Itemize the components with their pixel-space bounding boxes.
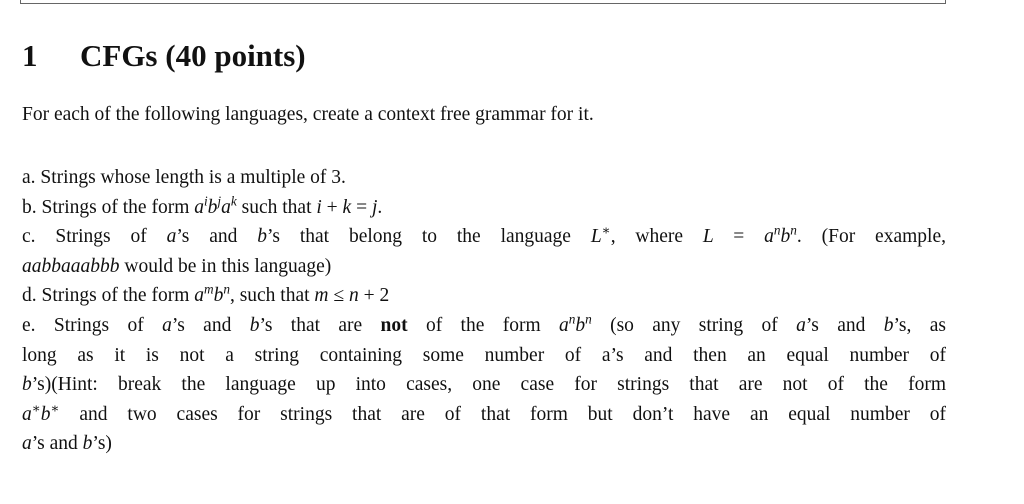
item-c-line-2: aabbaaabbb would be in this language) — [22, 255, 332, 277]
section-heading — [22, 38, 306, 74]
item-e-line-5: a’s and b’s) — [22, 433, 112, 455]
section-title: CFGs (40 points) — [80, 38, 306, 73]
top-rule — [20, 0, 946, 4]
math-expression: L∗ — [590, 222, 611, 248]
problem-list — [22, 163, 946, 459]
item-e-line-2: long as it is not a string containing some number of a’s and then an equal number of — [22, 344, 946, 366]
math-expression: i + k = j — [316, 196, 378, 218]
math-expression: $a^mb^n$ — [194, 282, 230, 307]
item-b: b. Strings of the form $a^ib^ja^k$ such that i + k = j. — [22, 193, 383, 218]
math-expression: $a^ib^ja^k$ — [194, 193, 237, 218]
math-expression: $a^nb^n$ — [558, 311, 592, 336]
item-e-line-3: b’s)(Hint: break the language up into cases, one case for strings that are not of the form — [22, 374, 946, 396]
item-d: d. Strings of the form $a^mb^n$, such that m ≤ n + 2 — [22, 282, 390, 307]
item-e-line-4: a∗b∗ and two cases for strings that are of that form but don’t have an equal number of — [22, 400, 946, 425]
math-expression: a∗b∗ — [22, 400, 60, 425]
item-e-line-1: e. Strings of a’s and b’s that are not of the form $a^nb^n$ (so any string of a’s and b’s, as — [22, 311, 946, 336]
item-c-line-1: c. Strings of a’s and b’s that belong to the language L∗, where $L = a^nb^n$. (For example, — [22, 222, 946, 248]
math-expression: m ≤ n + 2 — [314, 285, 390, 307]
section-number: 1 — [22, 38, 38, 73]
item-a: a. Strings whose length is a multiple of 3. — [22, 167, 346, 188]
intro-text: For each of the following languages, create a context free grammar for it. — [22, 104, 594, 125]
math-expression: $L = a^nb^n$ — [702, 222, 797, 248]
